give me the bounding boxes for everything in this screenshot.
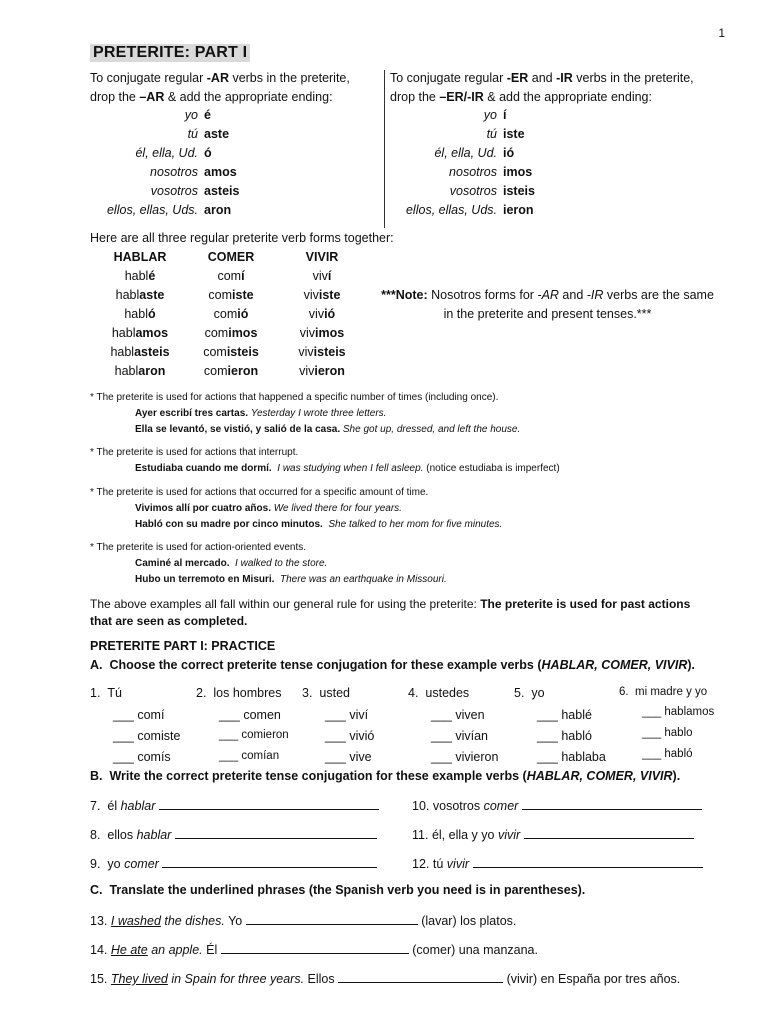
example-spanish: Estudiaba cuando me dormí.: [135, 463, 272, 474]
verb-ending: amos: [135, 326, 169, 340]
answer-option[interactable]: [219, 729, 289, 741]
example-english: I was studying when I fell asleep.: [277, 463, 424, 474]
underlined-phrase: He ate: [110, 943, 148, 957]
answer-option[interactable]: [325, 708, 368, 722]
page-number: 1: [718, 26, 725, 40]
summary-bold: that are seen as completed.: [90, 614, 248, 628]
item-number: 13.: [90, 914, 108, 928]
example-spanish: Ella se levantó, se vistió, y salió de la casa.: [135, 424, 341, 435]
pronoun: tú: [187, 127, 198, 141]
column-header: HABLAR: [113, 250, 167, 264]
item-number: 9.: [90, 857, 101, 871]
nosotros-note: [375, 286, 720, 324]
verb-form: [95, 343, 185, 362]
er-intro-text: verbs in the preterite,: [572, 71, 694, 85]
answer-option[interactable]: [431, 750, 498, 764]
verb-stem: habl: [111, 326, 136, 340]
conj-row: [0, 125, 770, 144]
option-text: vive: [349, 750, 372, 764]
option-text: comís: [137, 750, 171, 764]
answer-blank[interactable]: ___: [325, 708, 346, 722]
item-subject: él: [107, 799, 118, 813]
verb-ending: iste: [232, 288, 254, 302]
er-intro-text: & add the appropriate ending:: [483, 90, 652, 104]
note-text: -IR: [586, 288, 604, 302]
ending: ió: [503, 146, 515, 160]
item-sentence: an apple.: [147, 943, 203, 957]
answer-blank[interactable]: ___: [537, 750, 558, 764]
pronoun: tú: [486, 127, 497, 141]
column-header: COMER: [207, 250, 255, 264]
example-english: Yesterday I wrote three letters.: [250, 408, 387, 419]
answer-option[interactable]: [431, 729, 488, 743]
part-label: B.: [90, 769, 103, 783]
verb-ending: isteis: [313, 345, 346, 359]
answer-blank[interactable]: ___: [113, 729, 134, 743]
answer-blank[interactable]: [338, 970, 503, 983]
part-c-item: [90, 941, 538, 957]
item-hint: (vivir) en España por tres años.: [506, 972, 681, 986]
er-intro-bold: –ER/-IR: [439, 90, 484, 104]
option-text: vivieron: [455, 750, 499, 764]
usage-rule-4: * The preterite is used for action-oriented events.: [90, 542, 307, 553]
item-subject: ustedes: [425, 686, 470, 700]
pronoun: él, ella, Ud.: [434, 146, 497, 160]
item-verb: hablar: [136, 828, 172, 842]
verb-ending: aste: [139, 288, 165, 302]
summary-text: The above examples all fall within our general rule for using the preterite:: [90, 597, 481, 611]
part-b-item: [90, 826, 377, 842]
example-english: She got up, dressed, and left the house.: [342, 424, 521, 435]
part-verbs: HABLAR, COMER, VIVIR: [526, 769, 673, 783]
example-spanish: Habló con su madre por cinco minutos.: [135, 519, 323, 530]
pronoun: nosotros: [449, 165, 497, 179]
verb-stem: com: [213, 307, 238, 321]
answer-option[interactable]: [219, 750, 279, 762]
part-a-question: [619, 686, 707, 698]
answer-blank[interactable]: [221, 941, 409, 954]
conj-row: [0, 182, 770, 201]
verb-ending: ió: [324, 307, 336, 321]
ending: í: [503, 108, 507, 122]
summary: [90, 596, 690, 630]
item-number: 14.: [90, 943, 108, 957]
ending: asteis: [204, 184, 240, 198]
conj-row: [0, 144, 770, 163]
note-prefix: ***Note:: [381, 288, 428, 302]
option-text: vivió: [349, 729, 375, 743]
item-subject: Yo: [228, 914, 243, 928]
verb-form: [277, 343, 367, 362]
part-text: ).: [672, 769, 681, 783]
answer-option[interactable]: [113, 708, 164, 722]
item-sentence: the dishes.: [160, 914, 225, 928]
answer-option[interactable]: [537, 750, 606, 764]
option-text: viven: [455, 708, 485, 722]
item-hint: (lavar) los platos.: [421, 914, 517, 928]
page-title: PRETERITE: PART I: [90, 44, 250, 62]
er-ir-conjugation-table: [0, 106, 770, 220]
verb-form: [277, 305, 367, 324]
item-number: 12.: [412, 857, 430, 871]
underlined-phrase: They lived: [110, 972, 168, 986]
part-b-instructions: [90, 769, 680, 783]
answer-blank[interactable]: ___: [219, 729, 239, 741]
item-number: 7.: [90, 799, 101, 813]
column-header: VIVIR: [305, 250, 339, 264]
ending: iste: [503, 127, 525, 141]
verb-ending: asteis: [134, 345, 170, 359]
part-a-question: [302, 686, 350, 700]
answer-blank[interactable]: [522, 797, 702, 810]
verb-form: [95, 286, 185, 305]
part-a-question: [196, 686, 281, 700]
example-spanish: Ayer escribí tres cartas.: [135, 408, 249, 419]
note-text: Nosotros forms for: [427, 288, 538, 302]
answer-blank[interactable]: ___: [113, 708, 134, 722]
item-number: 2.: [196, 686, 207, 700]
item-subject: yo: [531, 686, 545, 700]
verb-form: [186, 324, 276, 343]
usage-example: [135, 461, 560, 477]
item-number: 5.: [514, 686, 525, 700]
practice-title: PRETERITE PART I: PRACTICE: [90, 639, 276, 653]
answer-blank[interactable]: ___: [219, 750, 239, 762]
item-sentence: in Spain for three years.: [167, 972, 305, 986]
verb-form: [186, 267, 276, 286]
item-number: 3.: [302, 686, 313, 700]
item-hint: (comer) una manzana.: [412, 943, 538, 957]
answer-option[interactable]: [642, 727, 693, 739]
er-intro-text: drop the: [390, 90, 440, 104]
verb-stem: habl: [124, 269, 149, 283]
item-verb: vivir: [446, 857, 470, 871]
option-text: hablo: [664, 727, 693, 739]
answer-blank[interactable]: [175, 826, 377, 839]
example-spanish: Caminé al mercado.: [135, 558, 230, 569]
ar-intro-bold: –AR: [139, 90, 165, 104]
answer-blank[interactable]: ___: [325, 729, 346, 743]
answer-option[interactable]: [642, 706, 714, 718]
pronoun: vosotros: [449, 184, 497, 198]
answer-option[interactable]: [325, 729, 374, 743]
verb-ending: iste: [318, 288, 341, 302]
verb-stem: com: [217, 269, 242, 283]
example-english: She talked to her mom for five minutes.: [328, 519, 503, 530]
pronoun: vosotros: [150, 184, 198, 198]
part-b-item: [412, 855, 703, 871]
ar-intro-text: verbs in the preterite,: [228, 71, 350, 85]
answer-blank[interactable]: [159, 797, 379, 810]
part-a-question: [408, 686, 469, 700]
ending: isteis: [503, 184, 535, 198]
pronoun: yo: [483, 108, 497, 122]
option-text: comen: [243, 708, 281, 722]
item-number: 11.: [412, 828, 429, 842]
verb-stem: com: [208, 288, 233, 302]
er-ir-intro: [390, 69, 694, 107]
answer-option[interactable]: [537, 729, 592, 743]
part-text: ).: [687, 658, 695, 672]
er-intro-text: and: [528, 71, 557, 85]
item-number: 10.: [412, 799, 430, 813]
verb-form: [277, 324, 367, 343]
usage-example: [135, 517, 502, 533]
option-text: viví: [349, 708, 369, 722]
verb-stem: com: [204, 326, 229, 340]
pronoun: él, ella, Ud.: [135, 146, 198, 160]
item-subject: Él: [206, 943, 218, 957]
usage-example: [135, 572, 447, 588]
verb-form: [95, 362, 185, 381]
verb-ending: ó: [148, 307, 156, 321]
verb-form: [95, 305, 185, 324]
verb-stem: habl: [110, 345, 135, 359]
item-verb: hablar: [120, 799, 156, 813]
item-subject: él, ella y yo: [431, 828, 495, 842]
item-verb: vivir: [497, 828, 521, 842]
ending: aste: [204, 127, 230, 141]
part-c-item: [90, 970, 680, 986]
part-a-question: [90, 686, 122, 700]
ending: amos: [204, 165, 237, 179]
forms-intro: Here are all three regular preterite verb forms together:: [90, 231, 394, 245]
item-subject: Ellos: [307, 972, 335, 986]
answer-blank[interactable]: ___: [642, 727, 662, 739]
item-number: 6.: [619, 686, 629, 698]
pronoun: yo: [184, 108, 198, 122]
part-text: Translate the underlined phrases (the Spanish verb you need is in parentheses).: [109, 883, 586, 897]
underlined-phrase: I washed: [110, 914, 161, 928]
verb-ending: í: [327, 269, 332, 283]
option-text: vivían: [455, 729, 488, 743]
note-text: and: [558, 288, 587, 302]
item-subject: los hombres: [213, 686, 282, 700]
conj-row: [0, 106, 770, 125]
answer-blank[interactable]: ___: [537, 729, 558, 743]
part-a-instructions: [90, 658, 695, 672]
answer-blank[interactable]: ___: [431, 708, 452, 722]
er-intro-bold: -ER: [506, 71, 529, 85]
conj-row: [0, 201, 770, 220]
item-subject: ellos: [107, 828, 134, 842]
item-number: 8.: [90, 828, 101, 842]
item-subject: yo: [107, 857, 121, 871]
answer-blank[interactable]: ___: [219, 708, 240, 722]
verb-stem: habl: [124, 307, 148, 321]
ending: ieron: [503, 203, 534, 217]
example-spanish: Vivimos allí por cuatro años.: [135, 503, 271, 514]
usage-example: [135, 556, 327, 572]
answer-blank[interactable]: [246, 912, 418, 925]
verb-form: [95, 324, 185, 343]
part-text: Write the correct preterite tense conjugation for these example verbs (: [109, 769, 527, 783]
option-text: comí: [137, 708, 165, 722]
pronoun: nosotros: [150, 165, 198, 179]
verb-form: [186, 305, 276, 324]
verb-stem: habl: [114, 364, 139, 378]
item-subject: mi madre y yo: [634, 686, 708, 698]
part-verbs: HABLAR, COMER, VIVIR: [541, 658, 688, 672]
answer-option[interactable]: [113, 729, 180, 743]
verb-stem: viv: [312, 269, 328, 283]
answer-option[interactable]: [537, 708, 592, 722]
part-label: A.: [90, 658, 103, 672]
ar-intro-text: drop the: [90, 90, 140, 104]
item-subject: vosotros: [432, 799, 481, 813]
item-number: 1.: [90, 686, 101, 700]
usage-example: [135, 501, 402, 517]
item-number: 15.: [90, 972, 108, 986]
ar-intro-bold: -AR: [206, 71, 229, 85]
answer-option[interactable]: [113, 750, 171, 764]
er-intro-text: To conjugate regular: [390, 71, 507, 85]
answer-blank[interactable]: ___: [431, 729, 452, 743]
part-b-item: [412, 797, 702, 813]
example-english: We lived there for four years.: [273, 503, 402, 514]
verb-stem: com: [203, 345, 227, 359]
answer-option[interactable]: [642, 748, 693, 760]
example-note: (notice estudiaba is imperfect): [426, 463, 560, 474]
part-b-item: [90, 797, 379, 813]
er-intro-bold: -IR: [556, 71, 573, 85]
option-text: hablé: [561, 708, 592, 722]
option-text: comían: [241, 750, 280, 762]
verb-stem: viv: [308, 307, 325, 321]
answer-blank[interactable]: ___: [325, 750, 346, 764]
verb-form: [95, 267, 185, 286]
option-text: hablaba: [561, 750, 606, 764]
verb-stem: habl: [115, 288, 140, 302]
verb-stem: viv: [303, 288, 319, 302]
part-text: Choose the correct preterite tense conjugation for these example verbs (: [109, 658, 542, 672]
note-text: -AR: [537, 288, 559, 302]
usage-example: [135, 422, 520, 438]
option-text: habló: [561, 729, 592, 743]
verb-stem: viv: [298, 345, 314, 359]
item-subject: Tú: [107, 686, 122, 700]
answer-option[interactable]: [431, 708, 485, 722]
answer-blank[interactable]: ___: [431, 750, 452, 764]
ending: ó: [204, 146, 212, 160]
ar-intro: [90, 69, 350, 107]
verb-ending: isteis: [226, 345, 259, 359]
part-c-item: [90, 912, 516, 928]
verb-ending: í: [241, 269, 245, 283]
verb-form: [277, 286, 367, 305]
ending: aron: [204, 203, 232, 217]
verb-form: [186, 286, 276, 305]
option-text: hablamos: [664, 706, 715, 718]
ar-intro-text: To conjugate regular: [90, 71, 207, 85]
option-text: comiste: [137, 729, 181, 743]
verb-ending: imos: [228, 326, 258, 340]
verb-ending: imos: [315, 326, 345, 340]
item-number: 4.: [408, 686, 419, 700]
answer-option[interactable]: [219, 708, 281, 722]
answer-blank[interactable]: [162, 855, 377, 868]
verb-ending: aron: [138, 364, 166, 378]
item-subject: usted: [319, 686, 350, 700]
conj-row: [0, 163, 770, 182]
item-subject: tú: [432, 857, 444, 871]
part-b-item: [412, 826, 694, 842]
answer-blank[interactable]: [473, 855, 703, 868]
part-c-instructions: [90, 883, 585, 897]
pronoun: ellos, ellas, Uds.: [106, 203, 198, 217]
note-text: verbs are the same in the preterite and present tenses.***: [443, 288, 714, 321]
item-verb: comer: [483, 799, 519, 813]
option-text: habló: [664, 748, 693, 760]
verb-ending: é: [148, 269, 156, 283]
part-label: C.: [90, 883, 103, 897]
verb-form: [186, 343, 276, 362]
ending: imos: [503, 165, 533, 179]
answer-blank[interactable]: ___: [537, 708, 558, 722]
verb-ending: ieron: [227, 364, 259, 378]
answer-blank[interactable]: [524, 826, 694, 839]
item-verb: comer: [124, 857, 159, 871]
usage-rule-2: * The preterite is used for actions that interrupt.: [90, 447, 299, 458]
verb-form: [277, 362, 367, 381]
answer-option[interactable]: [325, 750, 372, 764]
verb-form: [277, 267, 367, 286]
verb-ending: ieron: [314, 364, 345, 378]
summary-bold: The preterite is used for past actions: [480, 597, 691, 611]
part-a-question: [514, 686, 545, 700]
verb-stem: com: [203, 364, 228, 378]
answer-blank[interactable]: ___: [113, 750, 134, 764]
example-spanish: Hubo un terremoto en Misuri.: [135, 574, 275, 585]
example-english: I walked to the store.: [235, 558, 328, 569]
usage-rule-1: * The preterite is used for actions that happened a specific number of times (including once).: [90, 392, 499, 403]
usage-example: [135, 406, 386, 422]
example-english: There was an earthquake in Missouri.: [280, 574, 447, 585]
answer-blank[interactable]: ___: [642, 748, 662, 760]
verb-ending: ió: [237, 307, 249, 321]
option-text: comieron: [241, 729, 289, 741]
pronoun: ellos, ellas, Uds.: [405, 203, 497, 217]
ar-intro-text: & add the appropriate ending:: [164, 90, 333, 104]
part-b-item: [90, 855, 377, 871]
ending: é: [204, 108, 211, 122]
verb-stem: viv: [299, 326, 316, 340]
usage-rule-3: * The preterite is used for actions that occurred for a specific amount of time.: [90, 487, 429, 498]
answer-blank[interactable]: ___: [642, 706, 662, 718]
verb-form: [186, 362, 276, 381]
verb-stem: viv: [299, 364, 315, 378]
